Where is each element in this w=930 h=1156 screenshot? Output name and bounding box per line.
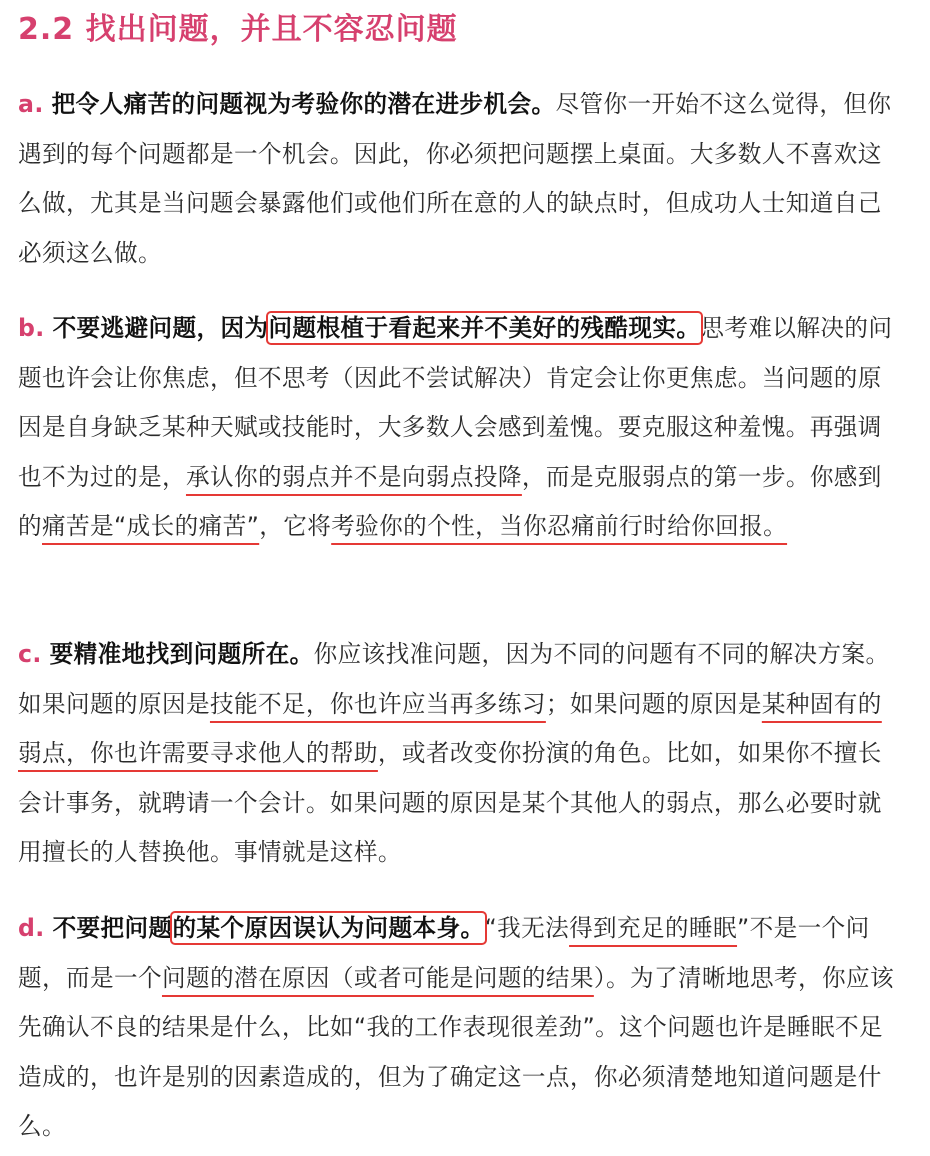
item-letter-a: a.	[18, 90, 44, 118]
underline-b-3: 考验你的个性，当你忍痛前行时给你回报。	[331, 512, 788, 541]
body-a: 尽管你一开始不这么觉得，但你遇到的每个问题都是一个机会。因此，你必须把问题摆上桌面。大多数人不喜欢这么做，尤其是当问题会暴露他们或他们所在意的人的缺点时，但成功人士知道自己必须这么做。	[18, 90, 892, 267]
body-b-1: 思考难以解决的问题也许会让你焦虑，但不思考（因此不尝试解决）肯定会让你更焦虑。当问题的原因是自身缺乏某种天赋或技能时，大多数人会感到羞愧。要克服这种羞愧。再强调也不为过的是，	[18, 314, 893, 491]
lead-a: 把令人痛苦的问题视为考验你的潜在进步机会。	[51, 90, 556, 118]
underline-d-2: 问题的潜在原因（或者可能是问题的结果	[161, 963, 594, 992]
body-c-1: 你应该找准问题，因为不同的问题有不同的解决方案。如果问题的原因是	[18, 640, 890, 718]
highlight-box-b: 问题根植于看起来并不美好的残酷现实。	[268, 314, 701, 342]
paragraph-d	[18, 904, 898, 1152]
item-letter-b: b.	[18, 314, 45, 342]
body-b-3: ，它将	[259, 512, 332, 541]
item-letter-d: d.	[18, 914, 45, 942]
body-b-2: ，而是克服弱点的第一步。你感到的	[18, 462, 882, 541]
lead-c: 要精准地找到问题所在。	[49, 640, 314, 668]
body-d-3: ）。为了清晰地思考，你应该先确认不良的结果是什么，比如“我的工作表现很差劲”。这个问题也许是睡眠不足造成的，也许是别的因素造成的，但为了确定这一点，你必须清楚地知道问题是什么。	[18, 963, 894, 1141]
item-letter-c: c.	[18, 640, 42, 668]
body-d-2: ”不是一个问题，而是一个	[18, 914, 870, 992]
lead-b: 不要逃避问题，因为	[52, 314, 269, 342]
underline-c-2: 某种固有的弱点，你也许需要寻求他人的帮助	[18, 689, 882, 768]
section-heading: 2.2 找出问题，并且不容忍问题	[18, 12, 458, 47]
underline-c-1: 技能不足，你也许应当再多练习	[209, 689, 546, 718]
underline-b-1: 承认你的弱点并不是向弱点投降	[185, 462, 522, 491]
body-d-1: “我无法	[484, 914, 570, 942]
paragraph-b	[18, 304, 898, 552]
body-c-3: ，或者改变你扮演的角色。比如，如果你不擅长会计事务，就聘请一个会计。如果问题的原因是某个其他人的弱点，那么必要时就用擅长的人替换他。事情就是这样。	[18, 739, 882, 867]
lead-d: 不要把问题	[52, 914, 173, 942]
underline-b-2: 痛苦是“成长的痛苦”	[42, 512, 260, 541]
paragraph-a	[18, 80, 898, 278]
body-c-2: ；如果问题的原因是	[545, 689, 762, 718]
paragraph-c	[18, 630, 898, 878]
underline-d-1: 得到充足的睡眠	[569, 914, 738, 942]
highlight-box-d: 的某个原因误认为问题本身。	[172, 914, 485, 942]
